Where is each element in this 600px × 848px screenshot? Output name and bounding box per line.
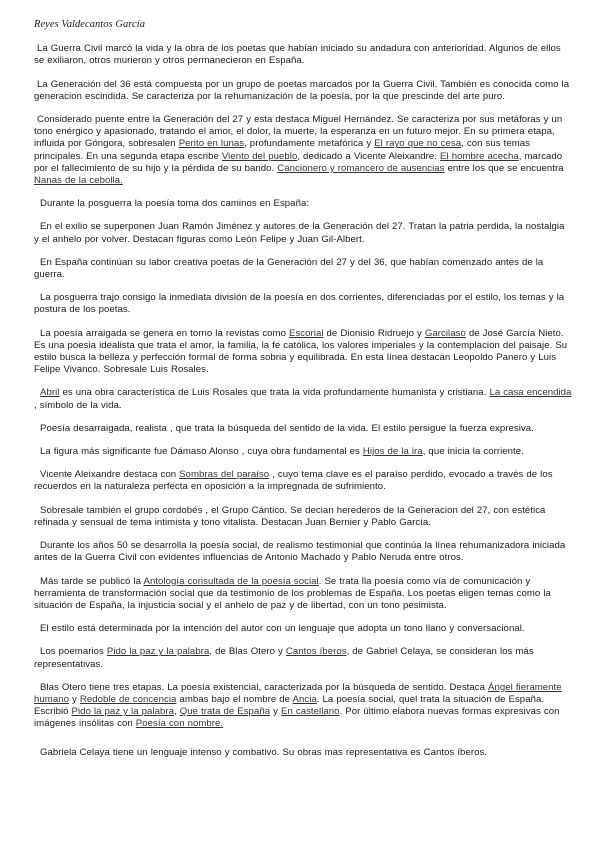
work-title-sombras-del-paraiso: Sombras del paraíso: [179, 469, 270, 481]
paragraph-6: En España continúan su labor creativa poetas de la Generación del 27 y del 36, que habían comenzado antes de la guerra.: [34, 256, 544, 281]
paragraph-16: El estilo está determinada por la intención del autor con un lenguaje que adopta un tono llano y conversacional.: [40, 623, 525, 635]
text-run: ambas bajo el nombre de: [176, 693, 293, 705]
text-run: , símbolo de la vida.: [34, 399, 122, 411]
text-run: La poesía arraigada se genera en torno la revistas como: [40, 327, 289, 339]
text-run: , con sus temas principales. En una segunda etapa escribe: [34, 138, 530, 162]
text-run: , que inicia la corriente.: [422, 446, 524, 458]
text-run: Vicente Aleixandre destaca con: [40, 469, 180, 481]
text-run: y: [270, 706, 281, 718]
text-run: y: [68, 693, 80, 705]
text-run: entre los que se encuentra: [444, 162, 564, 174]
paragraph-19: Gabriela Celaya tiene un lenguaje intenso y combativo. Su obras mas representativa es Cantos íberos.: [40, 746, 488, 758]
text-run: , cuyo tema clave es el paraíso perdido, evocado a través de los recuerdos en la naturaleza perfecta en oposición a la impregnada de sufrimiento.: [34, 469, 553, 493]
text-run: de José García Nieto. Es una poesia idealista que trata el amor, la familia, la fe católica, los valores imperiales y la contemplacion del paisaje. Su estilo busca la belleza y perfección formal de forma sobria y equilibrada. En esta línea destacan Leopoldo Panero y Luis Felipe Vivanco. Sobresale Luis Rosales.: [34, 327, 568, 376]
paragraph-11: [34, 446, 572, 458]
paragraph-1: La Guerra Civil marcó la vida y la obra de los poetas que habían iniciado su andadura con anterioridad. Algunos de ellos se exiliaron, otros murieron y otros permanecieron en España.: [34, 43, 561, 67]
work-title-ancia: Ancia: [292, 693, 317, 705]
work-title-antologia-consultada: Antología consultada de la poesía social: [143, 575, 319, 587]
text-run: ,: [173, 706, 180, 718]
work-title-que-trata-de-espana: Que trata de España: [179, 706, 271, 718]
text-run: es una obra característica de Luis Rosales que trata la vida profundamente humanista y cristiana.: [59, 387, 490, 399]
paragraph-4: Durante la posguerra la poesía toma dos caminos en España:: [40, 198, 310, 210]
work-title-la-casa-encendida: La casa encendida: [489, 387, 572, 399]
paragraph-15: [34, 576, 572, 613]
text-run: de Dionisio Ridruejo y: [323, 327, 425, 339]
work-title-el-hombre-acecha: El hombre acecha: [440, 150, 519, 162]
text-run: , dedicado a Vicente Aleixandre.: [297, 150, 441, 162]
paragraph-5: En el exilio se superponen Juan Ramón Jiménez y autores de la Generación del 27. Tratan la patria perdida, la nostalgia y el anhelo por volver. Destacan figuras como León Felipe y Juan Gil-Albert.: [34, 221, 565, 245]
paragraph-7: La posguerra trajo consigo la inmediata división de la poesía en dos corrientes, diferenciadas por el estilo, los temas y la postura de los poetas.: [34, 292, 565, 316]
work-title-cancionero: Cancionero y romancero de ausencias: [277, 162, 445, 174]
work-title-cantos-iberos: Cantos íberos: [285, 646, 347, 658]
paragraph-8: [34, 328, 572, 377]
text-run: . La poesía social, quel trata la situación de España. Escribió: [34, 693, 545, 718]
text-run: Los poemarios: [40, 646, 107, 658]
text-run: Considerado puente entre la Generación del 27 y esta destaca Miguel Hernández. Se caracteriza por sus metáforas y un tono enérgico y apasionado, tratando el amor, el dolor, la muerte, la esperanza en un futuro mejor. En su primera etapa, influida por Góngora, sobresalen: [34, 114, 563, 150]
text-run: . Se trata lla poesía como vía de comunicación y herramienta de transformación social que da testimonio de los problemas de España. Los poetas eligen temas como la situación de España, la injusticia social y el anhelo de paz y de libertad, con un tono pesimista.: [34, 575, 551, 611]
work-title-angel-fieramente-humano: Ángel fieramente humano: [34, 681, 562, 705]
work-title-en-castellano: En castellano: [281, 706, 340, 718]
paragraph-12: [34, 469, 572, 493]
journal-title-escorial: Escorial: [289, 327, 324, 339]
work-title-poesia-con-nombre: Poesía con nombre.: [135, 718, 224, 730]
work-title-perito-en-lunas: Perito en lunas: [178, 138, 245, 150]
text-run: , profundamente metafórica y: [244, 138, 375, 150]
paragraph-17: [34, 646, 572, 670]
text-run: , de Gabriel Celaya, se consideran los más representativas.: [34, 646, 534, 670]
work-title-pido-la-paz: Pido la paz y la palabra: [106, 646, 210, 658]
paragraph-18: [34, 682, 572, 731]
text-run: Más tarde se publicó la: [40, 575, 144, 587]
text-run: , de Blas Otero y: [209, 646, 286, 658]
work-title-viento-del-pueblo: Viento del pueblo: [221, 150, 298, 162]
paragraph-13: Sobresale también el grupo cordobés , el Grupo Cántico. Se decian herederos de la Generacion del 27, con estética refinada y sensual de tema intimista y tono vitalista. Destacan Juan Bernier y Pablo García.: [34, 504, 546, 528]
work-title-abril: Abril: [40, 387, 60, 399]
paragraph-14: Durante los años 50 se desarrolla la poesía social, de realismo testimonial que continúa la línea rehumanizadora iniciada antes de la Guerra Civil con evidentes influencias de Antonio Machado y Pablo Neruda entre otros.: [34, 540, 566, 564]
work-title-nanas-de-la-cebolla: Nanas de la cebolla.: [34, 175, 123, 187]
text-run: La figura más significante fue Dámaso Alonso , cuya obra fundamental es: [40, 446, 363, 458]
text-run: Blas Otero tiene tres etapas. La poesía existencial, caracterizada por la búsqueda de sentido. Destaca: [40, 681, 489, 693]
text-run: , marcado por el fallecimiento de su hijo y la pérdida de su bando.: [34, 150, 563, 174]
text-run: . Por último elabora nuevas formas expresivas con imágenes insólitas con: [34, 706, 560, 730]
paragraph-2: La Generación del 36 está compuesta por un grupo de poetas marcados por la Guerra Civil. También es conocida como la generacion escindida. Se caracteriza por la rehumanización de la poesía, por la que prescinde del arte puro.: [34, 78, 570, 102]
work-title-hijos-de-la-ira: Hijos de la ira: [362, 446, 423, 458]
paragraph-10: Poesía desarraigada, realista , que trata la búsqueda del sentido de la vida. El estilo persigue la fuerza expresiva.: [40, 422, 534, 434]
author-name: Reyes Valdecantos García: [34, 19, 146, 30]
work-title-el-rayo-que-no-cesa: El rayo que no cesa: [374, 138, 462, 150]
paragraph-3: [34, 114, 572, 187]
work-title-redoble-de-concencia: Redoble de concencia: [79, 693, 177, 705]
journal-title-garcilaso: Garcilaso: [424, 327, 466, 339]
work-title-pido-la-paz-2: Pido la paz y la palabra: [71, 706, 174, 718]
paragraph-9: [34, 387, 572, 411]
